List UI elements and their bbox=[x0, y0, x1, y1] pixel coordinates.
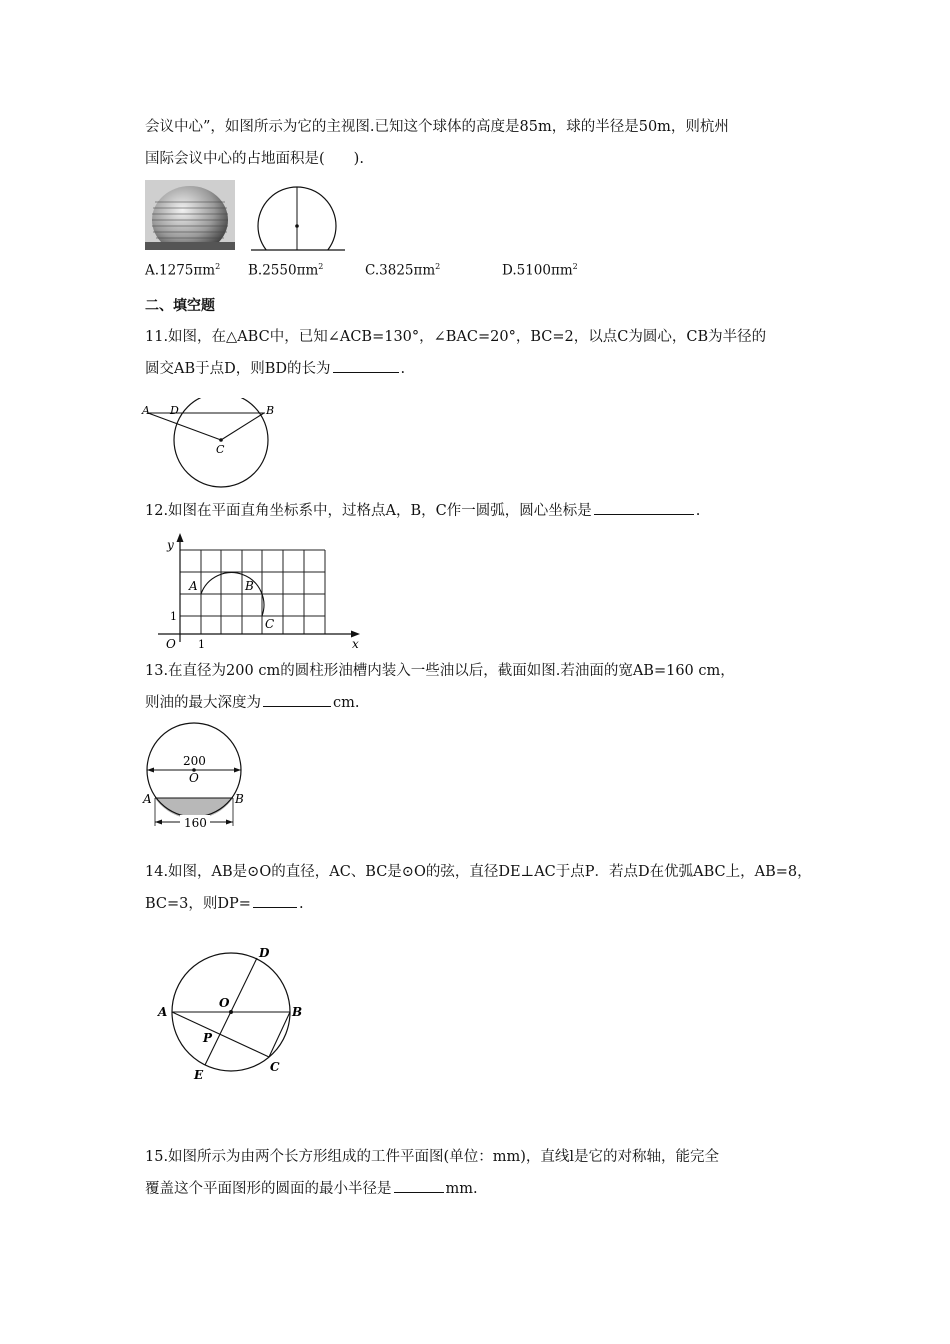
option-d: $D.5100\pi m^2$ bbox=[502, 262, 578, 279]
label-diameter-200: 200 bbox=[183, 754, 206, 768]
q12-coordinate-grid bbox=[140, 532, 370, 650]
q14-circle-diagram bbox=[155, 940, 305, 1082]
answer-blank[interactable] bbox=[263, 690, 331, 707]
q10-line2: 国际会议中心的占地面积是( ). bbox=[145, 151, 364, 167]
label-center-o: O bbox=[189, 771, 199, 785]
q12-line1: 12.如图在平面直角坐标系中，过格点A，B，C作一圆弧，圆心坐标是 . bbox=[145, 496, 810, 526]
label-c: C bbox=[265, 617, 275, 631]
label-x-axis: x bbox=[352, 637, 359, 650]
label-a: A bbox=[143, 792, 152, 806]
q15-line1: 15.如图所示为由两个长方形组成的工件平面图(单位：mm)，直线l是它的对称轴，能完全 bbox=[145, 1149, 720, 1165]
label-c: C bbox=[216, 443, 225, 456]
label-a: A bbox=[158, 1005, 168, 1019]
q15-line2: 覆盖这个平面图形的圆面的最小半径是 mm. bbox=[145, 1174, 810, 1204]
label-c: C bbox=[270, 1060, 280, 1074]
sphere-building-photo bbox=[145, 180, 235, 250]
label-origin: O bbox=[166, 637, 176, 650]
label-d: D bbox=[170, 404, 179, 417]
label-o: O bbox=[219, 996, 230, 1010]
label-b: B bbox=[235, 792, 244, 806]
label-e: E bbox=[194, 1068, 204, 1082]
label-y-axis: y bbox=[167, 538, 174, 552]
q14-line2: BC=3，则DP= . bbox=[145, 889, 810, 919]
q11-circle-diagram bbox=[140, 398, 290, 493]
answer-blank[interactable] bbox=[333, 356, 399, 373]
q14-line1: 14.如图，AB是⊙O的直径，AC、BC是⊙O的弦，直径DE⊥AC于点P．若点D在优弧ABC上，AB=8， bbox=[145, 864, 812, 880]
q13-line1: 13.在直径为200 cm的圆柱形油槽内装入一些油以后，截面如图.若油面的宽AB=160 cm， bbox=[145, 663, 735, 679]
q10-line1: 会议中心”，如图所示为它的主视图.已知这个球体的高度是85m，球的半径是50m，则杭州 bbox=[145, 119, 729, 135]
answer-blank[interactable] bbox=[594, 498, 694, 515]
label-b: B bbox=[292, 1005, 303, 1019]
label-d: D bbox=[259, 946, 270, 960]
label-a: A bbox=[142, 404, 150, 417]
front-view-diagram bbox=[245, 180, 350, 252]
option-c: $C.3825\pi m^2$ bbox=[365, 262, 441, 279]
q11-line1: 11.如图，在△ABC中，已知∠ACB=130°，∠BAC=20°，BC=2，以点C为圆心，CB为半径的 bbox=[145, 329, 767, 345]
section-title: 二、填空题 bbox=[145, 298, 215, 314]
label-width-160: 160 bbox=[184, 816, 207, 830]
option-b: $B.2550\pi m^2$ bbox=[248, 262, 324, 279]
answer-blank[interactable] bbox=[394, 1176, 444, 1193]
q13-line2: 则油的最大深度为 cm. bbox=[145, 688, 810, 718]
label-a: A bbox=[189, 579, 198, 593]
option-a: $A.1275\pi m^2$ bbox=[145, 262, 221, 279]
label-one-x: 1 bbox=[198, 638, 205, 650]
answer-blank[interactable] bbox=[253, 891, 297, 908]
label-p: P bbox=[203, 1031, 213, 1045]
label-b: B bbox=[266, 404, 275, 417]
q11-line2: 圆交AB于点D，则BD的长为 . bbox=[145, 354, 810, 384]
q13-oil-tank-diagram bbox=[140, 720, 255, 832]
label-b: B bbox=[245, 579, 254, 593]
label-one-y: 1 bbox=[170, 610, 177, 623]
